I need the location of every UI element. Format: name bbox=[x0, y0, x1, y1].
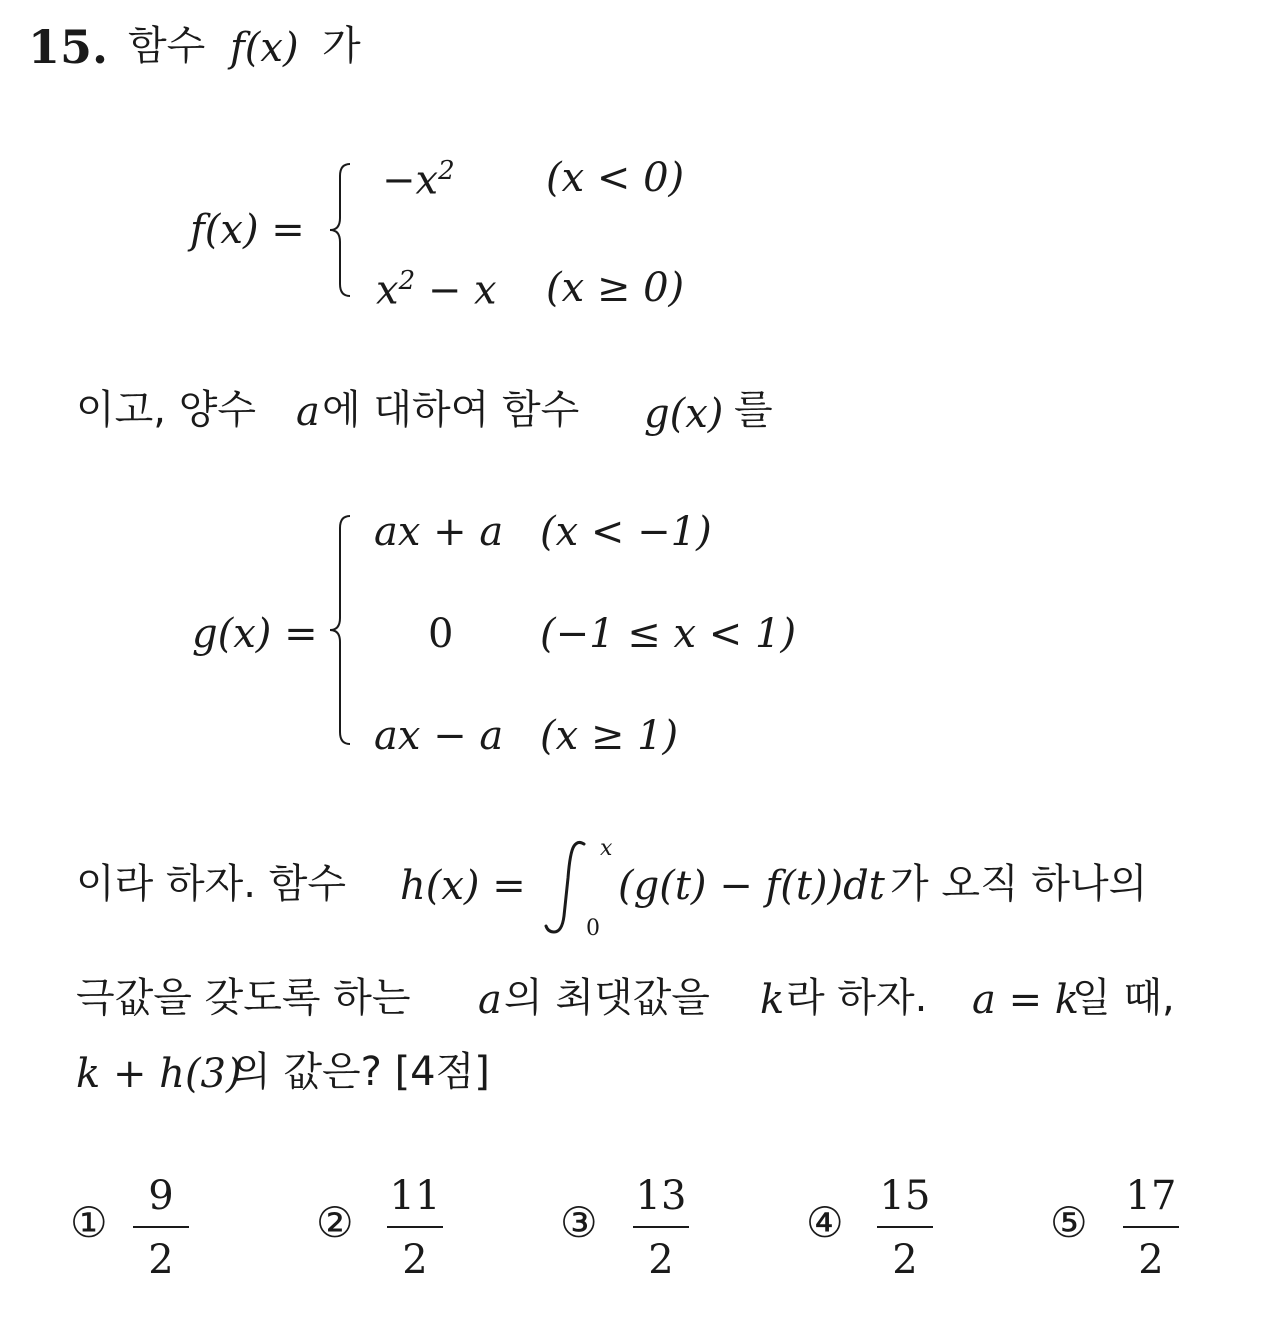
line2-var: a bbox=[296, 389, 320, 435]
fraction-bar bbox=[1123, 1226, 1179, 1228]
line4-var: a bbox=[478, 977, 502, 1023]
line3-text-a: 이라 하자. 함수 bbox=[76, 861, 346, 907]
line4-text-a: 극값을 갖도록 하는 bbox=[76, 975, 411, 1021]
line3-text-b: 가 오직 하나의 bbox=[890, 861, 1148, 907]
choice-3-den: 2 bbox=[648, 1237, 674, 1283]
line2-text-b: 에 대하여 함수 bbox=[322, 387, 580, 433]
g-case1-expr: ax + a bbox=[374, 509, 504, 555]
g-brace bbox=[328, 512, 358, 748]
g-case3-cond: (x ≥ 1) bbox=[540, 713, 679, 759]
choice-5-num: 17 bbox=[1125, 1173, 1177, 1219]
choice-2-mark[interactable]: ② bbox=[316, 1198, 354, 1247]
g-lhs: g(x) = bbox=[192, 611, 318, 657]
choice-3-fraction[interactable] bbox=[626, 1173, 696, 1283]
choice-5-fraction[interactable] bbox=[1116, 1173, 1186, 1283]
choice-3-mark[interactable]: ③ bbox=[560, 1198, 598, 1247]
choice-2-den: 2 bbox=[402, 1237, 428, 1283]
fraction-bar bbox=[133, 1226, 189, 1228]
choice-4-mark[interactable]: ④ bbox=[806, 1198, 844, 1247]
choice-2-fraction[interactable] bbox=[380, 1173, 450, 1283]
line2-text-a: 이고, 양수 bbox=[76, 387, 256, 433]
line4-text-b: 의 최댓값을 bbox=[504, 975, 710, 1021]
choice-2-num: 11 bbox=[389, 1173, 441, 1219]
fraction-bar bbox=[633, 1226, 689, 1228]
line3-h: h(x) = bbox=[400, 863, 526, 909]
problem-number: 15. bbox=[28, 20, 109, 74]
choice-4-den: 2 bbox=[892, 1237, 918, 1283]
choice-4-num: 15 bbox=[879, 1173, 931, 1219]
f-brace bbox=[328, 160, 358, 300]
choice-3-num: 13 bbox=[635, 1173, 687, 1219]
integrand: (g(t) − f(t))dt bbox=[618, 863, 885, 909]
line2-text-c: 를 bbox=[734, 387, 773, 433]
choice-4-fraction[interactable] bbox=[870, 1173, 940, 1283]
intro-text: 함수 bbox=[128, 23, 206, 69]
line5-text: 의 값은? [4점] bbox=[232, 1049, 490, 1095]
g-case2-cond: (−1 ≤ x < 1) bbox=[540, 611, 797, 657]
integral-lower: 0 bbox=[586, 916, 600, 941]
g-case3-expr: ax − a bbox=[374, 713, 504, 759]
fraction-bar bbox=[387, 1226, 443, 1228]
choice-1-mark[interactable]: ① bbox=[70, 1198, 108, 1247]
f-case1-expr: $-x^2$ bbox=[382, 156, 455, 204]
choice-5-mark[interactable]: ⑤ bbox=[1050, 1198, 1088, 1247]
g-case2-expr: 0 bbox=[428, 611, 454, 657]
f-case1-cond: (x < 0) bbox=[546, 155, 685, 201]
fraction-bar bbox=[877, 1226, 933, 1228]
line4-eq: a = k bbox=[972, 977, 1080, 1023]
choice-5-den: 2 bbox=[1138, 1237, 1164, 1283]
choice-1-num: 9 bbox=[148, 1173, 174, 1219]
integral-upper: x bbox=[600, 836, 613, 861]
line4-text-c: 라 하자. bbox=[786, 975, 928, 1021]
f-case2-expr: $x^2 - x$ bbox=[376, 266, 497, 314]
f-name: f(x) bbox=[230, 25, 299, 71]
choice-1-fraction[interactable] bbox=[126, 1173, 196, 1283]
g-case1-cond: (x < −1) bbox=[540, 509, 712, 555]
line4-text-d: 일 때, bbox=[1072, 975, 1175, 1021]
line5-expr: k + h(3) bbox=[76, 1051, 242, 1097]
line2-g: g(x) bbox=[644, 391, 724, 437]
f-lhs: f(x) = bbox=[190, 207, 305, 253]
f-case2-cond: (x ≥ 0) bbox=[546, 265, 685, 311]
choice-1-den: 2 bbox=[148, 1237, 174, 1283]
intro-suffix: 가 bbox=[322, 23, 361, 69]
line4-k: k bbox=[760, 977, 785, 1023]
